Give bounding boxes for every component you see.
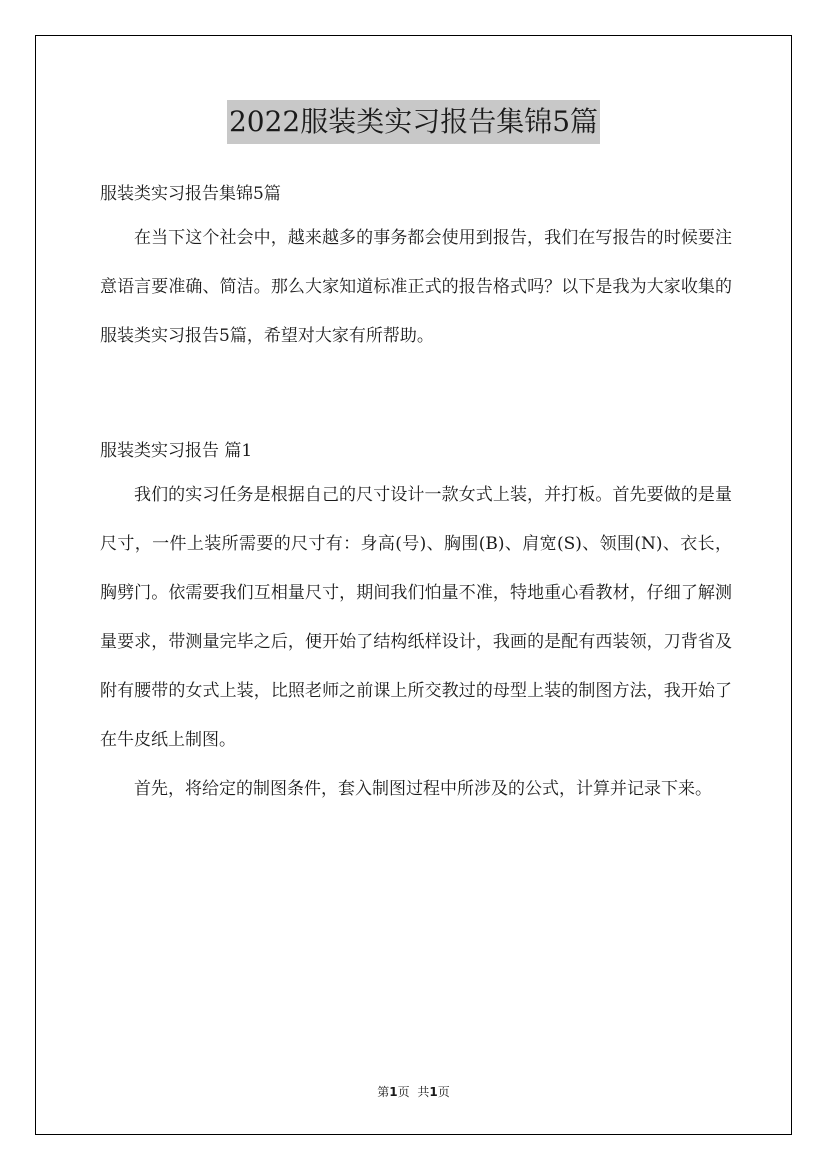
section-heading: 服装类实习报告 篇1	[100, 441, 253, 461]
page-footer	[0, 1083, 827, 1100]
document-title: 2022服装类实习报告集锦5篇	[227, 100, 600, 144]
document-body	[100, 174, 732, 814]
body-paragraph-2: 首先，将给定的制图条件，套入制图过程中所涉及的公式，计算并记录下来。	[134, 779, 712, 799]
body-paragraph-1: 我们的实习任务是根据自己的尺寸设计一款女式上装，并打板。首先要做的是量尺寸，一件上装所需要的尺寸有：身高(号)、胸围(B)、肩宽(S)、领围(N)、衣长，胸劈门。依需要我们互相量尺寸，期间我们怕量不准，特地重心看教材，仔细了解测量要求，带测量完毕之后，便开始了结构纸样设计，我画的是配有西装领，刀背省及附有腰带的女式上装，比照老师之前课上所交教过的母型上装的制图方法，我开始了在牛皮纸上制图。	[100, 485, 732, 750]
footer-page-number: 1	[389, 1085, 398, 1099]
footer-total-suffix: 页	[437, 1085, 450, 1099]
document-subtitle: 服装类实习报告集锦5篇	[100, 184, 281, 204]
footer-total-pages: 1	[429, 1085, 438, 1099]
footer-page-prefix: 第	[377, 1085, 390, 1099]
intro-paragraph: 在当下这个社会中，越来越多的事务都会使用到报告，我们在写报告的时候要注意语言要准确、简洁。那么大家知道标准正式的报告格式吗？以下是我为大家收集的服装类实习报告5篇，希望对大家有所帮助。	[100, 228, 732, 346]
document-title-block	[0, 100, 827, 144]
footer-page-suffix: 页	[397, 1085, 410, 1099]
footer-total-prefix: 共	[417, 1085, 430, 1099]
